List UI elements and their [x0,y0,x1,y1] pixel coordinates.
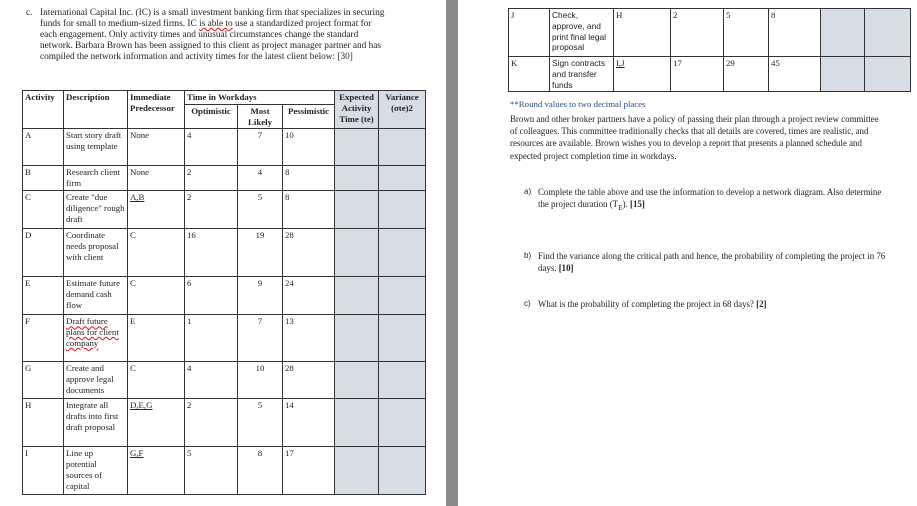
header-pessimistic: Pessimistic [283,104,335,129]
table-row [23,362,426,399]
cell-expected[interactable] [335,399,379,447]
cell-expected[interactable] [335,447,379,495]
cell-expected[interactable] [821,9,865,57]
cell-predecessor: None [128,129,185,166]
question-b [524,250,888,274]
cell-predecessor: C [128,229,185,277]
cell-optimistic: 2 [671,9,724,57]
cell-pessimistic: 17 [283,447,335,495]
cell-pessimistic: 8 [283,166,335,191]
table-row [23,277,426,315]
cell-expected[interactable] [335,166,379,191]
cell-description: Create and approve legal documents [64,362,128,399]
cell-activity: J [509,9,550,57]
cell-predecessor: C [128,362,185,399]
table-row [509,9,911,57]
intro-text-wavy: is able to [199,19,233,30]
intro-paragraph [26,8,390,63]
intro-text-2: use a standardized project format for each engagement. Only activity times and unusual circumstances change the standard network. Barbara Brown has been assigned to this client as project manager partner and has compiled the network information and activity times for the latest client below: [30] [40,19,382,63]
cell-predecessor: A,B [128,191,185,229]
header-most-likely: Most Likely [238,104,283,129]
cell-pessimistic: 13 [283,315,335,362]
cell-variance[interactable] [865,9,911,57]
question-marks: [10] [558,263,574,274]
question-label: c) [524,299,531,308]
cell-optimistic: 6 [185,277,238,315]
cell-predecessor: H [614,9,671,57]
cell-most-likely: 8 [238,447,283,495]
table-row [23,129,426,166]
activity-table [22,90,426,495]
cell-description: Estimate future demand cash flow [64,277,128,315]
cell-pessimistic: 28 [283,229,335,277]
cell-most-likely: 19 [238,229,283,277]
cell-description: Sign contracts and transfer funds [550,57,614,92]
question-subscript: E [618,202,623,212]
cell-expected[interactable] [821,57,865,92]
cell-activity: C [23,191,64,229]
question-marks: [2] [756,299,767,309]
table-row [23,229,426,277]
cell-most-likely: 5 [238,399,283,447]
cell-activity: H [23,399,64,447]
header-predecessor: Immediate Predecessor [128,91,185,129]
cell-description: Line up potential sources of capital [64,447,128,495]
activity-table-continued [508,8,911,92]
cell-pessimistic: 45 [769,57,821,92]
cell-variance[interactable] [379,166,426,191]
cell-activity: I [23,447,64,495]
cell-most-likely: 29 [724,57,769,92]
cell-activity: K [509,57,550,92]
header-expected [335,91,379,129]
cell-most-likely: 5 [724,9,769,57]
cell-predecessor: None [128,166,185,191]
table-row [23,315,426,362]
intro-marker: c. [26,8,33,18]
cell-activity: A [23,129,64,166]
cell-expected[interactable] [335,315,379,362]
question-text-end: ). [622,199,631,210]
cell-variance[interactable] [379,277,426,315]
cell-most-likely: 4 [238,166,283,191]
table-row [509,57,911,92]
cell-optimistic: 4 [185,362,238,399]
cell-optimistic: 5 [185,447,238,495]
cell-activity: E [23,277,64,315]
cell-optimistic: 2 [185,399,238,447]
cell-expected[interactable] [335,129,379,166]
cell-optimistic: 17 [671,57,724,92]
rounding-note: **Round values to two decimal places [510,99,646,109]
cell-activity: F [23,315,64,362]
cell-pessimistic: 14 [283,399,335,447]
header-time: Time in Workdays [185,91,335,105]
cell-expected[interactable] [335,277,379,315]
cell-predecessor: C [128,277,185,315]
question-text: Complete the table above and use the information to develop a network diagram. Also determine the project duration (T [538,187,882,210]
table-row [23,166,426,191]
cell-description: Draft future plans for client company [64,315,128,362]
cell-predecessor: E [128,315,185,362]
cell-pessimistic: 8 [283,191,335,229]
cell-variance[interactable] [379,362,426,399]
document-page-right [458,0,917,506]
question-text: Find the variance along the critical path and hence, the probability of completing the project in 76 days. [538,251,886,274]
cell-optimistic: 16 [185,229,238,277]
cell-optimistic: 2 [185,191,238,229]
header-description: Description [64,91,128,129]
table-row [23,447,426,495]
cell-variance[interactable] [865,57,911,92]
cell-optimistic: 2 [185,166,238,191]
document-page-left [0,0,446,506]
cell-description: Research client firm [64,166,128,191]
cell-optimistic: 4 [185,129,238,166]
cell-activity: D [23,229,64,277]
cell-predecessor: G,F [128,447,185,495]
cell-predecessor: D,E,G [128,399,185,447]
cell-expected[interactable] [335,362,379,399]
question-c [524,298,888,310]
cell-variance[interactable] [379,191,426,229]
cell-variance[interactable] [379,229,426,277]
cell-most-likely: 9 [238,277,283,315]
page-divider [446,0,458,506]
cell-pessimistic: 24 [283,277,335,315]
intro-text-1: International Capital Inc. (IC) is a small investment banking firm that specializes in securing funds for small to medium-sized firms. IC [40,8,385,30]
table-row [23,399,426,447]
cell-predecessor: I,J [614,57,671,92]
cell-variance[interactable] [379,399,426,447]
cell-description: Integrate all drafts into first draft proposal [64,399,128,447]
cell-most-likely: 7 [238,315,283,362]
cell-description: Start story draft using template [64,129,128,166]
cell-expected[interactable] [335,229,379,277]
header-variance [379,91,426,129]
cell-description: Check, approve, and print final legal proposal [550,9,614,57]
cell-variance[interactable] [379,129,426,166]
cell-description: Create "due diligence" rough draft [64,191,128,229]
cell-most-likely: 10 [238,362,283,399]
cell-pessimistic: 10 [283,129,335,166]
question-marks: [15] [630,199,645,210]
header-activity: Activity [23,91,64,129]
cell-pessimistic: 8 [769,9,821,57]
question-text: What is the probability of completing the project in 68 days? [538,299,757,309]
question-label: a) [524,187,532,196]
question-label: b) [524,251,532,260]
header-expected-text: Expected Activity Time (te) [339,92,374,124]
context-paragraph: Brown and other broker partners have a policy of passing their plan through a project review committee of colleagues. This committee traditionally checks that all details are covered, times are realistic, and resources are available. Brown wishes you to develop a report that presents a planned schedule and expected project completion time in workdays. [510,114,879,161]
question-a [524,186,888,214]
cell-variance[interactable] [379,447,426,495]
cell-most-likely: 5 [238,191,283,229]
cell-activity: G [23,362,64,399]
cell-description: Coordinate needs proposal with client [64,229,128,277]
table-row [23,191,426,229]
cell-optimistic: 1 [185,315,238,362]
cell-activity: B [23,166,64,191]
header-variance-text: Variance (σte)2 [385,92,419,113]
cell-variance[interactable] [379,315,426,362]
cell-pessimistic: 28 [283,362,335,399]
cell-expected[interactable] [335,191,379,229]
cell-most-likely: 7 [238,129,283,166]
header-optimistic: Optimistic [185,104,238,129]
table-header-row [23,91,426,105]
